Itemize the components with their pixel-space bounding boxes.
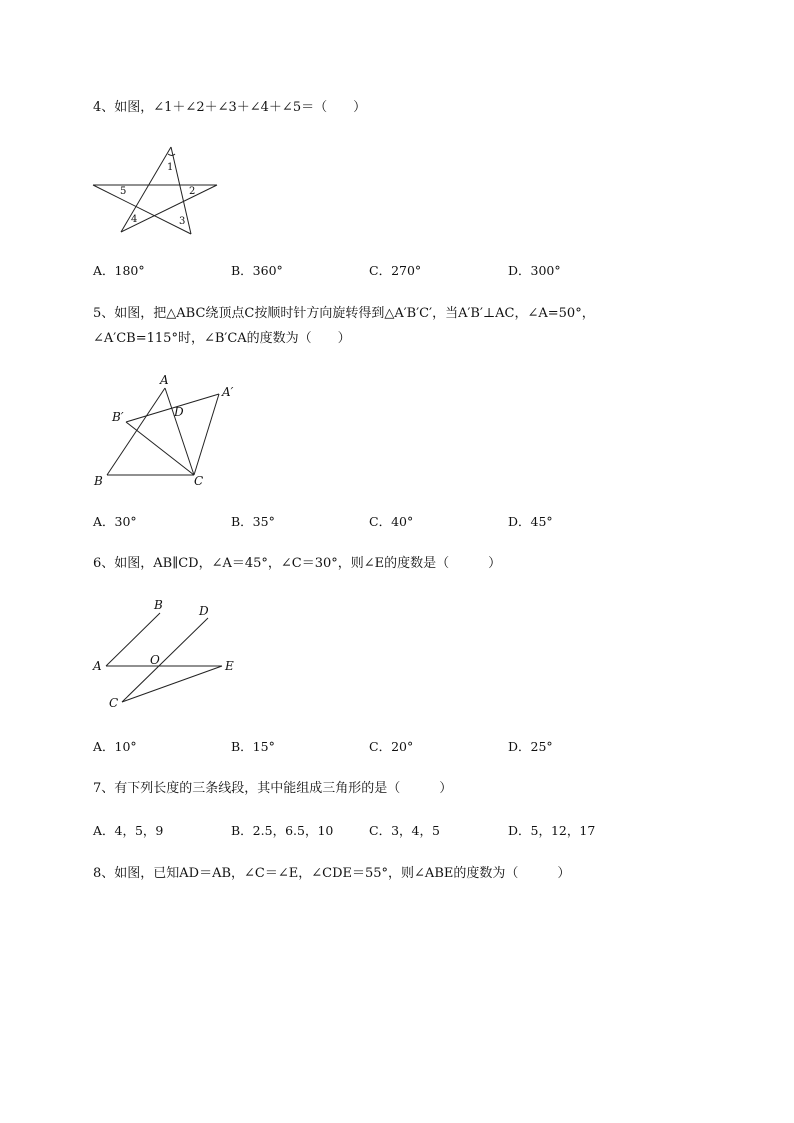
option-d[interactable]: D．300° <box>508 263 561 278</box>
option-d[interactable]: D．45° <box>508 514 553 529</box>
option-d[interactable]: D．25° <box>508 739 553 754</box>
question-6-text: 6、如图，AB∥CD，∠A＝45°，∠C＝30°，则∠E的度数是（ ） <box>93 556 502 571</box>
option-c[interactable]: C．20° <box>369 739 414 754</box>
option-a[interactable]: A．4，5，9 <box>93 823 164 838</box>
option-c[interactable]: C．270° <box>369 263 422 278</box>
option-b[interactable]: B．15° <box>231 739 275 754</box>
option-a[interactable]: A．30° <box>93 514 137 529</box>
question-5-line-1: 5、如图，把△ABC绕顶点C按顺时针方向旋转得到△A′B′C′，当A′B′⊥AC，∠A=50°， <box>93 306 595 321</box>
angle-label-4: 4 <box>131 214 138 225</box>
point-label-b: B <box>154 598 163 612</box>
point-label-b-prime: B′ <box>112 410 124 424</box>
point-label-a-prime: A′ <box>222 385 234 399</box>
point-label-c: C <box>109 696 119 710</box>
option-b[interactable]: B．35° <box>231 514 275 529</box>
option-b[interactable]: B．2.5，6.5，10 <box>231 823 334 838</box>
option-d[interactable]: D．5，12，17 <box>508 823 596 838</box>
option-c[interactable]: C．40° <box>369 514 414 529</box>
angle-label-5: 5 <box>120 186 127 197</box>
rotation-figure <box>88 368 248 490</box>
question-7-text: 7、有下列长度的三条线段，其中能组成三角形的是（ ） <box>93 781 453 796</box>
question-5-line-2: ∠A′CB=115°时，∠B′CA的度数为（ ） <box>93 331 351 346</box>
question-8-text: 8、如图，已知AD＝AB，∠C＝∠E，∠CDE＝55°，则∠ABE的度数为（ ） <box>93 866 571 881</box>
point-label-d: D <box>199 604 209 618</box>
point-label-o: O <box>150 653 160 667</box>
point-label-a: A <box>160 373 169 387</box>
parallel-lines-figure <box>88 596 248 714</box>
point-label-c: C <box>194 474 204 488</box>
point-label-b: B <box>94 474 103 488</box>
angle-label-1: 1 <box>167 162 174 173</box>
angle-label-3: 3 <box>179 216 186 227</box>
point-label-e: E <box>225 659 234 673</box>
option-b[interactable]: B．360° <box>231 263 283 278</box>
option-a[interactable]: A．10° <box>93 739 137 754</box>
point-label-a: A <box>93 659 102 673</box>
angle-label-2: 2 <box>189 186 196 197</box>
option-c[interactable]: C．3，4，5 <box>369 823 440 838</box>
option-a[interactable]: A．180° <box>93 263 145 278</box>
point-label-d: D <box>174 405 184 419</box>
star-figure <box>88 142 228 238</box>
question-4-text: 4、如图，∠1＋∠2＋∠3＋∠4＋∠5＝（ ） <box>93 100 367 115</box>
